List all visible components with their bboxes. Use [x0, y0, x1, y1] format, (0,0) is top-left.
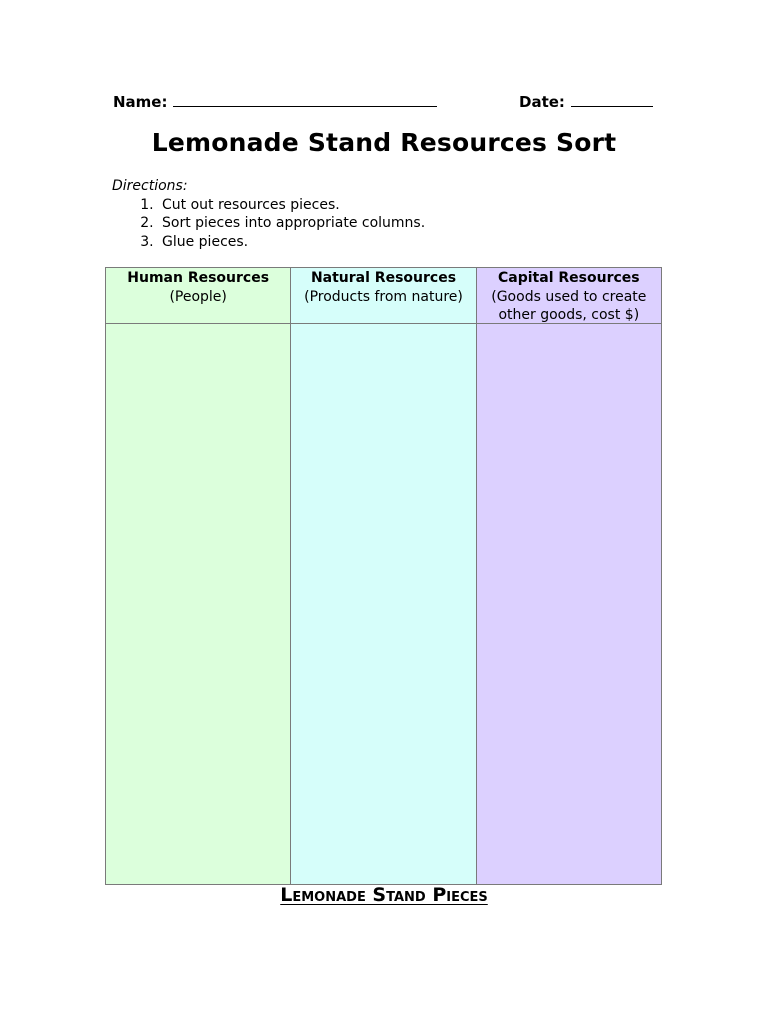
column-natural-resources	[290, 268, 475, 884]
column-header	[477, 268, 661, 324]
column-subtitle: (People)	[169, 288, 227, 305]
name-blank-line	[173, 92, 437, 107]
column-human-resources	[106, 268, 290, 884]
resources-sort-table	[105, 267, 662, 885]
pieces-title: Lemonade Stand Pieces	[280, 884, 488, 906]
column-drop-area	[291, 324, 475, 884]
page-title: Lemonade Stand Resources Sort	[151, 128, 617, 157]
date-label: Date:	[519, 93, 565, 111]
column-drop-area	[106, 324, 290, 884]
column-title: Natural Resources	[310, 270, 457, 286]
directions-list	[112, 196, 425, 252]
column-drop-area	[477, 324, 661, 884]
column-capital-resources	[476, 268, 661, 884]
column-subtitle: (Products from nature)	[304, 288, 463, 305]
column-header	[106, 268, 290, 324]
column-header	[291, 268, 475, 324]
date-blank-line	[571, 92, 653, 107]
column-title: Capital Resources	[498, 270, 640, 286]
directions-label: Directions:	[112, 178, 188, 194]
directions-step: 1. Cut out resources pieces.	[158, 196, 425, 215]
date-field	[519, 92, 653, 111]
column-title: Human Resources	[127, 270, 270, 286]
name-field	[113, 92, 437, 111]
name-label: Name:	[113, 93, 168, 111]
directions-step: 2. Sort pieces into appropriate columns.	[158, 214, 425, 233]
directions	[112, 177, 425, 251]
header-row	[113, 92, 655, 112]
column-subtitle: (Goods used to create other goods, cost $)	[491, 288, 647, 323]
directions-step: 3. Glue pieces.	[158, 233, 425, 252]
